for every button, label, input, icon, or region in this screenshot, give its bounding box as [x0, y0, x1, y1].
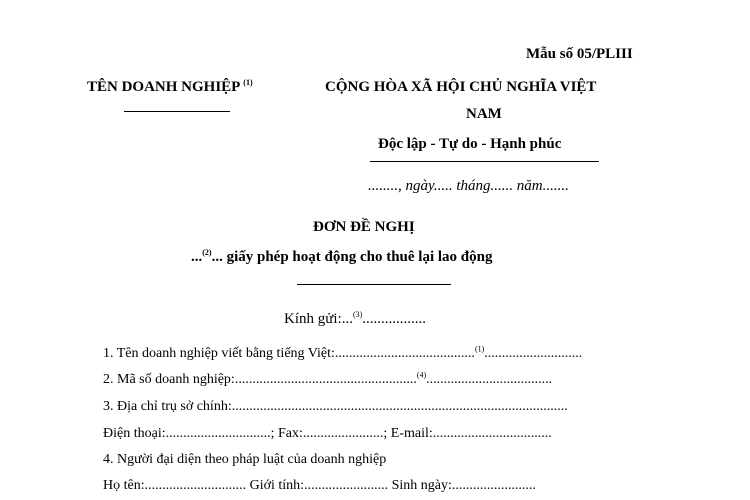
field-company-name-tail: ............................: [484, 346, 583, 361]
date-line: ........, ngày..... tháng...... năm.......: [368, 178, 569, 194]
field-enterprise-code: [103, 372, 552, 388]
field-company-name-label: 1. Tên doanh nghiệp viết bằng tiếng Việt:........................................: [103, 346, 475, 361]
note-ref-3: (3): [352, 310, 363, 319]
subtitle-text: ... giấy phép hoạt động cho thuê lại lao động: [211, 249, 493, 265]
field-phone-fax-email: Điện thoại:..............................; Fax:.......................; E-mail:..................................: [103, 426, 552, 441]
field-enterprise-code-tail: ....................................: [426, 372, 553, 387]
company-name-label: [87, 79, 253, 96]
subtitle-underline: [297, 284, 451, 285]
company-name-text: TÊN DOANH NGHIỆP: [87, 79, 240, 95]
note-ref-2: (2): [202, 248, 212, 257]
field-enterprise-code-label: 2. Mã số doanh nghiệp:....................................................: [103, 372, 417, 387]
field-enterprise-code-note: (4): [416, 370, 427, 380]
addressee-label: Kính gửi:...: [284, 311, 353, 327]
field-head-office: 3. Địa chỉ trụ sở chính:................................................................................................: [103, 399, 568, 414]
field-company-name-note: (1): [474, 344, 485, 354]
addressee-line: [284, 311, 426, 328]
field-name-gender-dob: Họ tên:............................. Giới tính:........................ Sinh ngày:........................: [103, 478, 536, 493]
republic-line-1: CỘNG HÒA XÃ HỘI CHỦ NGHĨA VIỆT: [325, 79, 597, 95]
subtitle-prefix: ...: [191, 249, 203, 265]
national-motto: Độc lập - Tự do - Hạnh phúc: [378, 136, 562, 152]
note-ref-1: (1): [243, 78, 253, 87]
field-company-name: [103, 346, 582, 362]
form-number: Mẫu số 05/PLIII: [526, 46, 633, 62]
company-name-underline: [124, 111, 230, 112]
republic-line-2: NAM: [466, 106, 502, 122]
document-subtitle: [191, 249, 492, 266]
document-title: ĐƠN ĐỀ NGHỊ: [313, 219, 415, 235]
motto-underline: [370, 161, 599, 162]
field-legal-representative: 4. Người đại diện theo pháp luật của doanh nghiệp: [103, 452, 387, 467]
addressee-dots: .................: [362, 311, 427, 327]
